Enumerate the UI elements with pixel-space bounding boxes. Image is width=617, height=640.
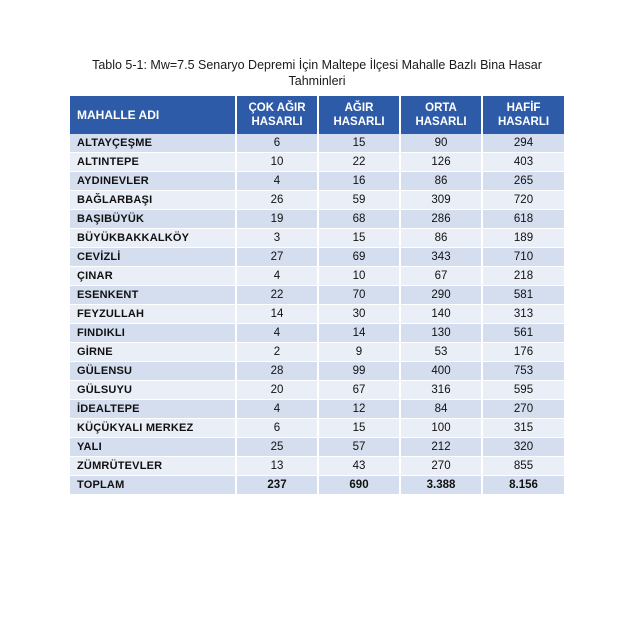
cell-light: 581 — [482, 286, 564, 305]
cell-heavy: 69 — [318, 248, 400, 267]
cell-light: 313 — [482, 305, 564, 324]
column-header-label: HAFİF — [506, 102, 541, 114]
column-header-moderate — [400, 96, 482, 134]
cell-moderate: 86 — [400, 172, 482, 191]
cell-very-heavy: 10 — [236, 153, 318, 172]
cell-very-heavy: 19 — [236, 210, 318, 229]
table-header-row — [70, 96, 564, 134]
cell-light: 176 — [482, 343, 564, 362]
table-total-row — [70, 476, 564, 495]
table-row — [70, 324, 564, 343]
caption-line-1: Tablo 5-1: Mw=7.5 Senaryo Depremi İçin Maltepe İlçesi Mahalle Bazlı Bina Hasar — [92, 58, 542, 72]
cell-heavy: 15 — [318, 229, 400, 248]
total-label: TOPLAM — [70, 476, 236, 495]
column-header-label: MAHALLE ADI — [77, 108, 160, 122]
cell-light: 218 — [482, 267, 564, 286]
table-body — [70, 134, 564, 495]
cell-moderate: 270 — [400, 457, 482, 476]
cell-heavy: 15 — [318, 134, 400, 153]
cell-heavy: 57 — [318, 438, 400, 457]
cell-moderate: 286 — [400, 210, 482, 229]
cell-very-heavy: 4 — [236, 400, 318, 419]
total-cell-heavy: 690 — [318, 476, 400, 495]
table-row — [70, 172, 564, 191]
cell-light: 561 — [482, 324, 564, 343]
cell-heavy: 99 — [318, 362, 400, 381]
cell-moderate: 100 — [400, 419, 482, 438]
cell-very-heavy: 20 — [236, 381, 318, 400]
cell-heavy: 43 — [318, 457, 400, 476]
cell-moderate: 343 — [400, 248, 482, 267]
column-header-label: ORTA — [425, 102, 457, 114]
cell-neighbourhood: GÜLENSU — [70, 362, 236, 381]
cell-neighbourhood: GİRNE — [70, 343, 236, 362]
cell-neighbourhood: ALTAYÇEŞME — [70, 134, 236, 153]
cell-light: 315 — [482, 419, 564, 438]
cell-light: 265 — [482, 172, 564, 191]
cell-neighbourhood: CEVİZLİ — [70, 248, 236, 267]
cell-neighbourhood: KÜÇÜKYALI MERKEZ — [70, 419, 236, 438]
cell-very-heavy: 28 — [236, 362, 318, 381]
cell-neighbourhood: FEYZULLAH — [70, 305, 236, 324]
cell-light: 720 — [482, 191, 564, 210]
cell-neighbourhood: BAŞIBÜYÜK — [70, 210, 236, 229]
cell-moderate: 67 — [400, 267, 482, 286]
table-row — [70, 400, 564, 419]
cell-neighbourhood: ALTINTEPE — [70, 153, 236, 172]
cell-very-heavy: 6 — [236, 134, 318, 153]
cell-very-heavy: 14 — [236, 305, 318, 324]
column-header-label: HASARLI — [333, 116, 385, 128]
column-header-label: HASARLI — [251, 116, 303, 128]
column-header-light — [482, 96, 564, 134]
cell-very-heavy: 27 — [236, 248, 318, 267]
cell-very-heavy: 22 — [236, 286, 318, 305]
table-row — [70, 381, 564, 400]
cell-light: 855 — [482, 457, 564, 476]
cell-neighbourhood: ESENKENT — [70, 286, 236, 305]
column-header-label: AĞIR — [344, 102, 374, 114]
table-row — [70, 419, 564, 438]
cell-neighbourhood: AYDINEVLER — [70, 172, 236, 191]
column-header-heavy — [318, 96, 400, 134]
table-row — [70, 134, 564, 153]
table-row — [70, 267, 564, 286]
cell-very-heavy: 26 — [236, 191, 318, 210]
cell-moderate: 290 — [400, 286, 482, 305]
cell-heavy: 30 — [318, 305, 400, 324]
table-row — [70, 438, 564, 457]
cell-light: 320 — [482, 438, 564, 457]
cell-moderate: 309 — [400, 191, 482, 210]
table-row — [70, 248, 564, 267]
column-header-label: HASARLI — [497, 116, 550, 128]
cell-light: 753 — [482, 362, 564, 381]
cell-heavy: 59 — [318, 191, 400, 210]
cell-neighbourhood: BÜYÜKBAKKALKÖY — [70, 229, 236, 248]
cell-moderate: 130 — [400, 324, 482, 343]
cell-light: 270 — [482, 400, 564, 419]
cell-very-heavy: 3 — [236, 229, 318, 248]
column-header-very-heavy — [236, 96, 318, 134]
cell-very-heavy: 2 — [236, 343, 318, 362]
damage-estimate-table — [70, 96, 564, 495]
table-row — [70, 362, 564, 381]
cell-neighbourhood: ÇINAR — [70, 267, 236, 286]
table-row — [70, 457, 564, 476]
cell-very-heavy: 4 — [236, 267, 318, 286]
cell-moderate: 316 — [400, 381, 482, 400]
total-cell-very-heavy: 237 — [236, 476, 318, 495]
cell-heavy: 22 — [318, 153, 400, 172]
cell-heavy: 14 — [318, 324, 400, 343]
cell-heavy: 16 — [318, 172, 400, 191]
cell-heavy: 10 — [318, 267, 400, 286]
cell-neighbourhood: İDEALTEPE — [70, 400, 236, 419]
cell-neighbourhood: ZÜMRÜTEVLER — [70, 457, 236, 476]
caption-line-2: Tahminleri — [288, 74, 346, 88]
table-row — [70, 305, 564, 324]
cell-heavy: 70 — [318, 286, 400, 305]
table-row — [70, 229, 564, 248]
table-row — [70, 191, 564, 210]
table-row — [70, 210, 564, 229]
cell-light: 618 — [482, 210, 564, 229]
cell-heavy: 9 — [318, 343, 400, 362]
cell-heavy: 12 — [318, 400, 400, 419]
cell-heavy: 15 — [318, 419, 400, 438]
cell-light: 189 — [482, 229, 564, 248]
cell-heavy: 68 — [318, 210, 400, 229]
total-cell-light: 8.156 — [482, 476, 564, 495]
cell-neighbourhood: YALI — [70, 438, 236, 457]
cell-heavy: 67 — [318, 381, 400, 400]
table-row — [70, 153, 564, 172]
total-cell-moderate: 3.388 — [400, 476, 482, 495]
cell-very-heavy: 4 — [236, 324, 318, 343]
cell-moderate: 86 — [400, 229, 482, 248]
cell-moderate: 400 — [400, 362, 482, 381]
column-header-neighbourhood — [70, 96, 236, 134]
column-header-label: HASARLI — [415, 116, 467, 128]
cell-light: 595 — [482, 381, 564, 400]
table-row — [70, 286, 564, 305]
cell-very-heavy: 13 — [236, 457, 318, 476]
cell-moderate: 84 — [400, 400, 482, 419]
cell-very-heavy: 4 — [236, 172, 318, 191]
cell-light: 403 — [482, 153, 564, 172]
cell-moderate: 90 — [400, 134, 482, 153]
cell-neighbourhood: FINDIKLI — [70, 324, 236, 343]
cell-moderate: 212 — [400, 438, 482, 457]
table-row — [70, 343, 564, 362]
cell-neighbourhood: GÜLSUYU — [70, 381, 236, 400]
cell-light: 294 — [482, 134, 564, 153]
table-caption — [70, 57, 564, 89]
cell-light: 710 — [482, 248, 564, 267]
cell-moderate: 53 — [400, 343, 482, 362]
cell-moderate: 140 — [400, 305, 482, 324]
cell-very-heavy: 6 — [236, 419, 318, 438]
cell-neighbourhood: BAĞLARBAŞI — [70, 191, 236, 210]
cell-moderate: 126 — [400, 153, 482, 172]
cell-very-heavy: 25 — [236, 438, 318, 457]
column-header-label: ÇOK AĞIR — [248, 102, 306, 114]
